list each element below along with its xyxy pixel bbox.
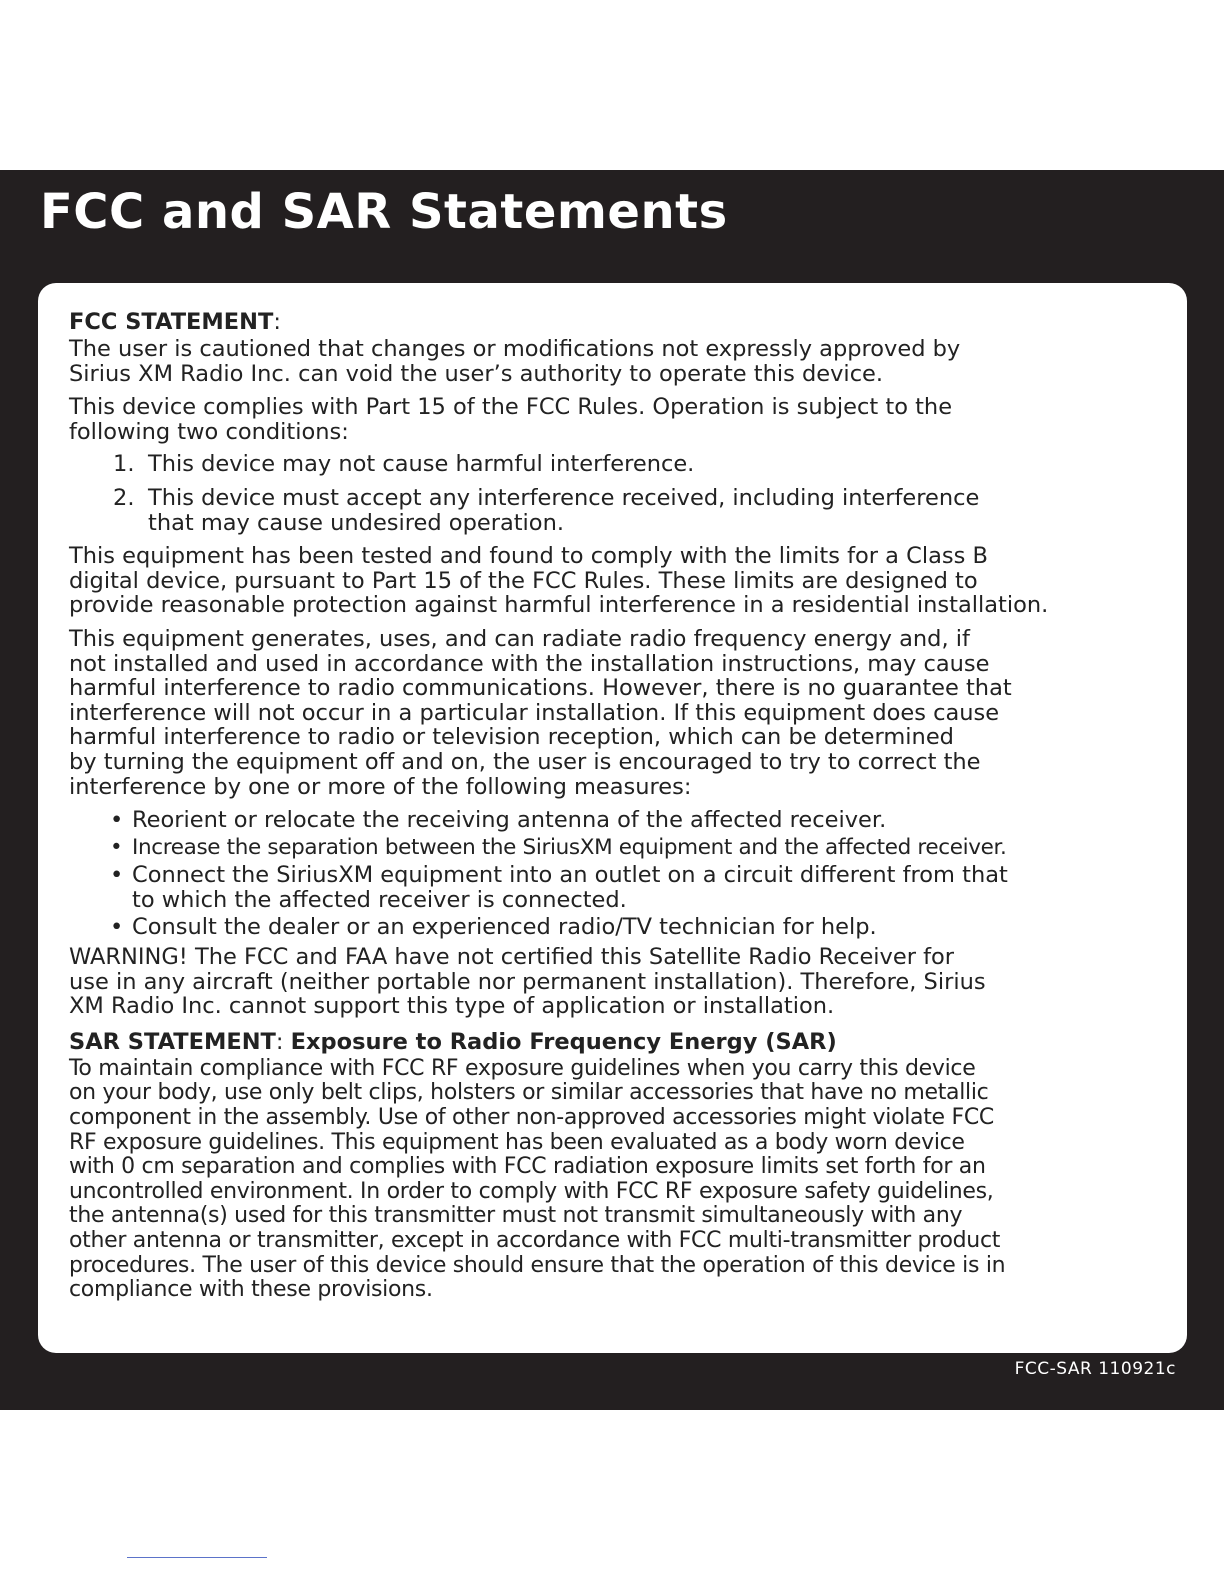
fcc-paragraph-compliance: This device complies with Part 15 of the FCC Rules. Operation is subject to the following two conditions: (69, 394, 953, 445)
measure-item (69, 863, 1157, 912)
bullet-icon: • (110, 807, 124, 834)
measure-text: Reorient or relocate the receiving antenna of the affected receiver. (132, 807, 887, 834)
sar-heading-colon: : (275, 1028, 291, 1055)
page-title: FCC and SAR Statements (40, 184, 728, 240)
measure-item (69, 836, 1157, 861)
fcc-paragraph-caution: The user is cautioned that changes or modifications not expressly approved by Sirius XM Radio Inc. can void the user’s authority to operate this device. (69, 336, 961, 387)
document-code: FCC-SAR 110921c (1014, 1359, 1176, 1379)
measure-item (69, 915, 1157, 940)
sar-subheading: Exposure to Radio Frequency Energy (SAR) (290, 1028, 837, 1055)
sar-heading-label: SAR STATEMENT (69, 1028, 276, 1055)
condition-number: 1. (113, 451, 135, 478)
measure-item (69, 808, 1157, 833)
condition-number: 2. (113, 484, 135, 511)
measure-text: Increase the separation between the SiriusXM equipment and the affected receiver. (132, 834, 1007, 860)
fcc-heading (69, 307, 1157, 337)
sar-heading (69, 1027, 1157, 1057)
measure-text: Consult the dealer or an experienced radio/TV technician for help. (132, 914, 877, 941)
condition-item (69, 452, 1157, 477)
fcc-paragraph-interference: This equipment generates, uses, and can radiate radio frequency energy and, if not installed and used in accordance with the installation instructions, may cause harmful interference to radio communications. However, there is no guarantee that interference will not occur in a particular installation. If this equipment does cause harmful interference to radio or television reception, which can be determined by turning the equipment off and on, the user is encouraged to try to correct the interference by one or more of the following measures: (69, 625, 1012, 800)
fcc-warning: WARNING! The FCC and FAA have not certified this Satellite Radio Receiver for use in any aircraft (neither portable nor permanent installation). Therefore, Sirius XM Radio Inc. cannot support this type of application or installation. (69, 944, 986, 1020)
condition-text: This device must accept any interference received, including interference that may cause undesired operation. (148, 484, 980, 536)
bullet-icon: • (110, 862, 124, 889)
condition-item (69, 486, 1157, 535)
fcc-heading-label: FCC STATEMENT (69, 309, 274, 335)
fcc-heading-colon: : (273, 309, 281, 335)
footer-rule (127, 1557, 267, 1558)
bullet-icon: • (110, 834, 123, 860)
measures-list (69, 808, 1157, 940)
sar-paragraph: To maintain compliance with FCC RF exposure guidelines when you carry this device on your body, use only belt clips, holsters or similar accessories that have no metallic component in the assembly. Use of other non-approved accessories might violate FCC RF exposure guidelines. This equipment has been evaluated as a body worn device with 0 cm separation and complies with FCC radiation exposure limits set forth for an uncontrolled environment. In order to comply with FCC RF exposure safety guidelines, the antenna(s) used for this transmitter must not transmit simultaneously with any other antenna or transmitter, except in accordance with FCC multi-transmitter product procedures. The user of this device should ensure that the operation of this device is in compliance with these provisions. (69, 1055, 1006, 1303)
measure-text: Connect the SiriusXM equipment into an outlet on a circuit different from that to which the affected receiver is connected. (132, 862, 1008, 913)
conditions-list (69, 452, 1157, 535)
fcc-paragraph-class-b: This equipment has been tested and found to comply with the limits for a Class B digital device, pursuant to Part 15 of the FCC Rules. These limits are designed to provide reasonable protection against harmful interference in a residential installation. (69, 543, 1049, 619)
condition-text: This device may not cause harmful interference. (148, 451, 695, 478)
statements-panel (38, 283, 1187, 1353)
bullet-icon: • (110, 914, 124, 941)
